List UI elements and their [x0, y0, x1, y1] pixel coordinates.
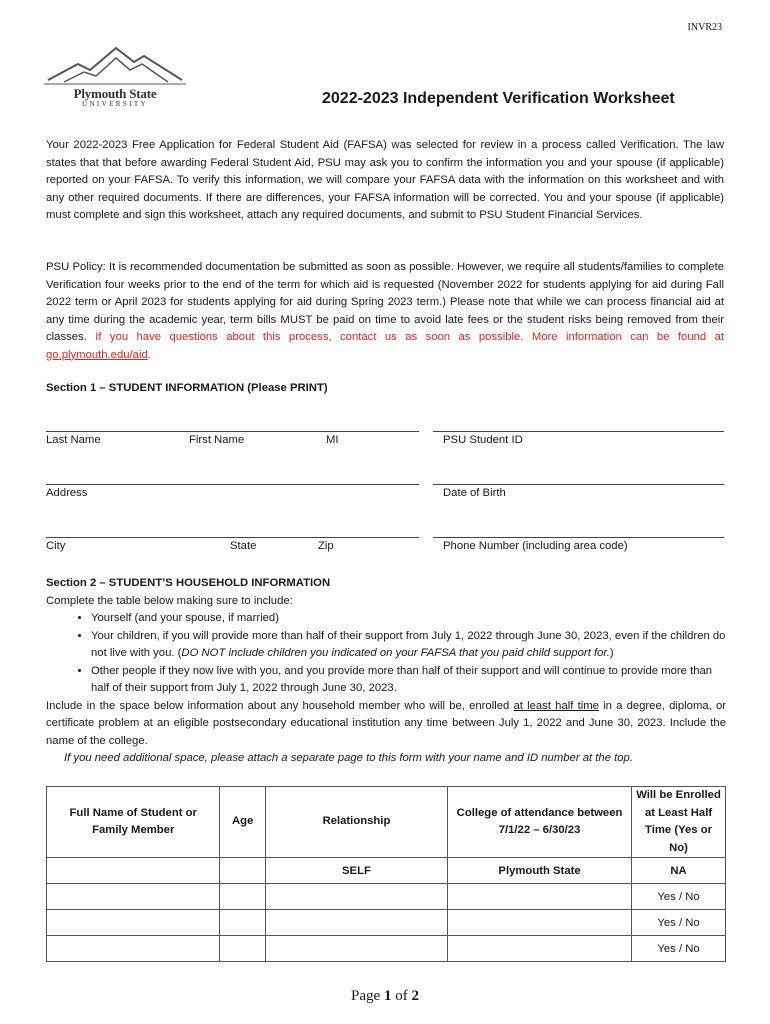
- cell-name[interactable]: [47, 858, 220, 884]
- include-text-b: in a degree, diploma, or certificate problem at an eligible postsecondary educational institution any time between July 1, 2022 and June 30, 2023. Include the name of the college.: [46, 699, 727, 747]
- cell-age[interactable]: [220, 936, 265, 962]
- bullet2-end: ): [609, 647, 614, 659]
- household-table: [46, 786, 726, 962]
- policy-paragraph: [46, 259, 724, 364]
- address-line: [46, 484, 419, 485]
- include-text-a: Include in the space below information about any household member who will be, enrolled: [46, 699, 514, 712]
- cell-college[interactable]: [448, 936, 632, 962]
- cell-age[interactable]: [220, 858, 265, 884]
- city-line: [46, 537, 419, 538]
- include-instructions: [46, 698, 726, 751]
- university-logo: [44, 42, 186, 110]
- cell-age[interactable]: [220, 910, 265, 936]
- cell-college[interactable]: [448, 884, 632, 910]
- policy-contact-text: If you have questions about this process, contact us as soon as possible. More information can be found at: [95, 331, 725, 343]
- cell-relationship[interactable]: [265, 884, 447, 910]
- logo-subtitle: UNIVERSITY: [82, 100, 148, 108]
- page-title: 2022-2023 Independent Verification Worksheet: [322, 90, 675, 107]
- dob-line: [433, 484, 724, 485]
- table-row: [47, 936, 726, 962]
- logo-wordmark: Plymouth State: [73, 86, 157, 101]
- cell-college: Plymouth State: [448, 858, 632, 884]
- address-label: Address: [46, 487, 88, 499]
- last-name-label: Last Name: [46, 434, 101, 446]
- section2-heading: Section 2 – STUDENT’S HOUSEHOLD INFORMATION: [46, 577, 331, 589]
- bullet2-italic: DO NOT include children you indicated on your FAFSA that you paid child support for.: [181, 647, 610, 659]
- first-name-label: First Name: [189, 434, 245, 446]
- mi-label: MI: [326, 434, 339, 446]
- aid-link[interactable]: go.plymouth.edu/aid: [46, 348, 148, 361]
- phone-line: [433, 537, 724, 538]
- policy-end: .: [147, 348, 151, 361]
- page-total: 2: [411, 988, 419, 1004]
- list-item: [91, 628, 726, 663]
- table-row: [47, 858, 726, 884]
- cell-relationship[interactable]: [265, 910, 447, 936]
- cell-college[interactable]: [448, 910, 632, 936]
- cell-name[interactable]: [47, 936, 220, 962]
- id-line: [433, 431, 724, 432]
- cell-relationship: SELF: [265, 858, 447, 884]
- table-header-row: [47, 787, 726, 858]
- page-current: 1: [383, 988, 392, 1004]
- dob-label: Date of Birth: [443, 487, 506, 499]
- student-id-label: PSU Student ID: [443, 434, 523, 446]
- header-college: College of attendance between 7/1/22 – 6/30/23: [448, 787, 632, 858]
- bullet2-text: Your children, if you will provide more than half of their support from July 1, 2022 through June 30, 2023, even if the children do not live with you. (: [91, 629, 726, 659]
- cell-enrolled[interactable]: Yes / No: [632, 936, 726, 962]
- header-relationship: Relationship: [265, 787, 447, 858]
- page-footer: [0, 988, 770, 1005]
- cell-enrolled[interactable]: Yes / No: [632, 884, 726, 910]
- cell-name[interactable]: [47, 884, 220, 910]
- state-label: State: [230, 540, 257, 552]
- cell-age[interactable]: [220, 884, 265, 910]
- policy-text: PSU Policy: It is recommended documentation be submitted as soon as possible. However, we require all students/families to complete Verification four weeks prior to the end of the term for which aid is requested (November 2022 for students applying for aid during Fall 2022 term or April 2023 for students applying for aid during Spring 2023 term.) Please note that while we can process financial aid at any time during the academic year, term bills MUST be paid on time to avoid late fees or the student risks being removed from their classes.: [46, 261, 724, 343]
- mountain-logo-icon: [44, 42, 186, 86]
- name-line: [46, 431, 419, 432]
- additional-space-note: If you need additional space, please attach a separate page to this form with your name and ID number at the top.: [64, 752, 633, 764]
- header-name: Full Name of Student or Family Member: [47, 787, 220, 858]
- cell-relationship[interactable]: [265, 936, 447, 962]
- section2: [46, 575, 726, 768]
- city-label: City: [46, 540, 66, 552]
- cell-enrolled[interactable]: Yes / No: [632, 910, 726, 936]
- household-criteria-list: [46, 610, 726, 698]
- of-word: of: [395, 988, 408, 1004]
- cell-name[interactable]: [47, 910, 220, 936]
- phone-label: Phone Number (including area code): [443, 540, 628, 552]
- zip-label: Zip: [318, 540, 334, 552]
- header-age: Age: [220, 787, 265, 858]
- header-enrolled: Will be Enrolled at Least Half Time (Yes or No): [632, 787, 726, 858]
- form-code: INVR23: [687, 22, 722, 33]
- section1-heading: Section 1 – STUDENT INFORMATION (Please PRINT): [46, 382, 328, 394]
- section2-intro: Complete the table below making sure to include:: [46, 594, 293, 607]
- list-item: • Other people if they now live with you, and you provide more than half of their support and will continue to provide more than half of their support from July 1, 2022 through June 30, 2023.: [91, 663, 726, 698]
- table-row: [47, 910, 726, 936]
- cell-enrolled: NA: [632, 858, 726, 884]
- table-row: [47, 884, 726, 910]
- page-word: Page: [351, 988, 381, 1004]
- list-item: • Yourself (and your spouse, if married): [91, 610, 726, 628]
- include-underlined: at least half time: [513, 699, 599, 712]
- intro-paragraph: Your 2022-2023 Free Application for Federal Student Aid (FAFSA) was selected for review in a process called Verification. The law states that that before awarding Federal Student Aid, PSU may ask you to confirm the information you and your spouse (if applicable) reported on your FAFSA. To verify this information, we will compare your FAFSA data with the information on this worksheet and with any other required documents. If there are differences, your FAFSA information will be corrected. You and your spouse (if applicable) must complete and sign this worksheet, attach any required documents, and submit to PSU Student Financial Services.: [46, 139, 724, 221]
